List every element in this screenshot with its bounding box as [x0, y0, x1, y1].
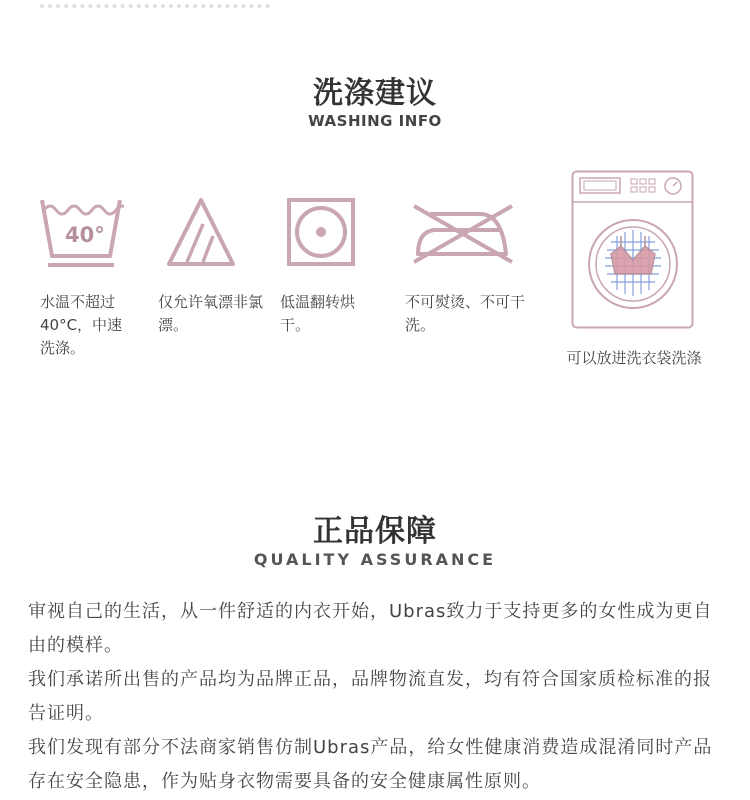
washing-machine-bag-icon: [571, 170, 695, 330]
wash-40-icon: [38, 194, 124, 270]
previous-section-edge: [40, 0, 270, 8]
quality-paragraph-1: 审视自己的生活，从一件舒适的内衣开始，Ubras致力于支持更多的女性成为更自由的模样。: [28, 601, 713, 656]
caption-washing-bag: 可以放进洗衣袋洗涤: [566, 349, 702, 367]
tumble-dry-low-icon: [287, 198, 355, 266]
wash-40-label: 40°: [65, 223, 105, 247]
do-not-iron-icon: [410, 200, 516, 268]
caption-wash-40: 水温不超过40°C，中速洗涤。: [40, 293, 123, 357]
quality-paragraph-3: 我们发现有部分不法商家销售仿制Ubras产品，给女性健康消费造成混淆同时产品存在安全隐患，作为贴身衣物需要具备的安全健康属性原则。: [28, 737, 713, 792]
quality-paragraph-2: 我们承诺所出售的产品均为品牌正品，品牌物流直发，均有符合国家质检标准的报告证明。: [28, 669, 712, 724]
caption-bleach: 仅允许氧漂非氯漂。: [158, 293, 264, 334]
washing-title: 洗涤建议: [313, 76, 437, 111]
quality-subtitle: QUALITY ASSURANCE: [253, 550, 497, 569]
washing-subtitle: WASHING INFO: [308, 112, 442, 130]
non-chlorine-bleach-icon: [165, 196, 237, 268]
caption-do-not-iron: 不可熨烫、不可干洗。: [405, 293, 526, 334]
caption-tumble-dry: 低温翻转烘干。: [280, 293, 356, 334]
quality-title: 正品保障: [313, 514, 437, 549]
